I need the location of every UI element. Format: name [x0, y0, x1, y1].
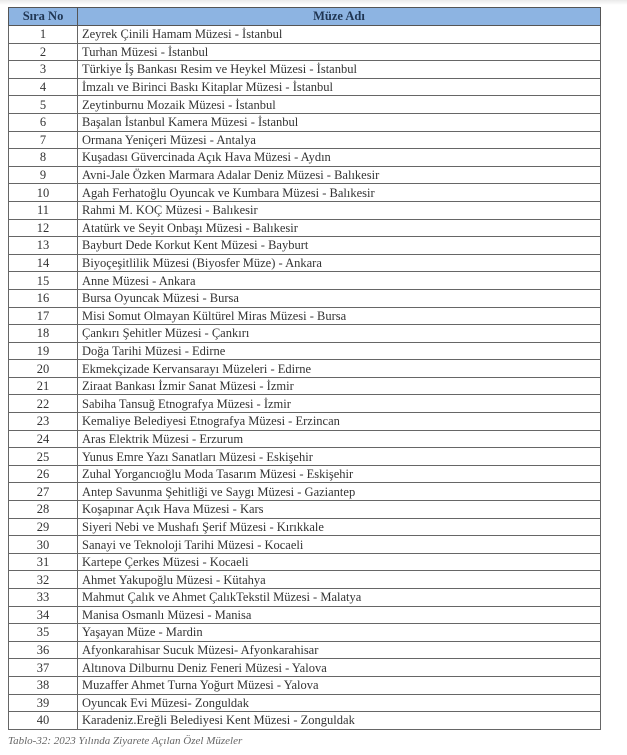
row-number: 11: [9, 201, 78, 219]
row-number: 24: [9, 430, 78, 448]
museum-name: Anne Müzesi - Ankara: [78, 272, 601, 290]
museum-name: Türkiye İş Bankası Resim ve Heykel Müzesi - İstanbul: [78, 61, 601, 79]
table-row: [9, 166, 601, 184]
table-body: [9, 26, 601, 730]
row-number: 21: [9, 377, 78, 395]
table-row: [9, 553, 601, 571]
museum-name: Muzaffer Ahmet Turna Yoğurt Müzesi - Yalova: [78, 676, 601, 694]
row-number: 15: [9, 272, 78, 290]
row-number: 1: [9, 26, 78, 44]
museum-name: Atatürk ve Seyit Onbaşı Müzesi - Balıkesir: [78, 219, 601, 237]
museum-name: Bursa Oyuncak Müzesi - Bursa: [78, 289, 601, 307]
museum-name: Yunus Emre Yazı Sanatları Müzesi - Eskişehir: [78, 448, 601, 466]
row-number: 28: [9, 501, 78, 519]
table-row: [9, 272, 601, 290]
table-row: [9, 395, 601, 413]
table-row: [9, 360, 601, 378]
museum-name: Bayburt Dede Korkut Kent Müzesi - Bayburt: [78, 237, 601, 255]
table-row: [9, 96, 601, 114]
museum-name: Başalan İstanbul Kamera Müzesi - İstanbul: [78, 113, 601, 131]
table-row: [9, 501, 601, 519]
row-number: 31: [9, 553, 78, 571]
row-number: 9: [9, 166, 78, 184]
table-row: [9, 254, 601, 272]
header-muze-adi: Müze Adı: [78, 8, 601, 26]
table-row: [9, 465, 601, 483]
museum-name: Agah Ferhatoğlu Oyuncak ve Kumbara Müzesi - Balıkesir: [78, 184, 601, 202]
museum-name: Kuşadası Güvercinada Açık Hava Müzesi - Aydın: [78, 149, 601, 167]
row-number: 2: [9, 43, 78, 61]
museum-name: Biyoçeşitlilik Müzesi (Biyosfer Müze) - Ankara: [78, 254, 601, 272]
museum-name: Zeytinburnu Mozaik Müzesi - İstanbul: [78, 96, 601, 114]
museum-name: Kemaliye Belediyesi Etnografya Müzesi - Erzincan: [78, 413, 601, 431]
row-number: 17: [9, 307, 78, 325]
museum-name: Kartepe Çerkes Müzesi - Kocaeli: [78, 553, 601, 571]
museum-name: Oyuncak Evi Müzesi- Zonguldak: [78, 694, 601, 712]
row-number: 5: [9, 96, 78, 114]
row-number: 34: [9, 606, 78, 624]
table-row: [9, 219, 601, 237]
table-caption: Tablo-32: 2023 Yılında Ziyarete Açılan Özel Müzeler: [8, 735, 243, 747]
table-row: [9, 589, 601, 607]
row-number: 13: [9, 237, 78, 255]
table-row: [9, 518, 601, 536]
row-number: 8: [9, 149, 78, 167]
table-row: [9, 430, 601, 448]
row-number: 14: [9, 254, 78, 272]
museum-name: İmzalı ve Birinci Baskı Kitaplar Müzesi - İstanbul: [78, 78, 601, 96]
table-row: [9, 184, 601, 202]
museums-table: [8, 7, 601, 730]
top-shadow: [0, 0, 627, 5]
row-number: 6: [9, 113, 78, 131]
row-number: 39: [9, 694, 78, 712]
row-number: 27: [9, 483, 78, 501]
row-number: 29: [9, 518, 78, 536]
table-row: [9, 43, 601, 61]
table-row: [9, 413, 601, 431]
row-number: 25: [9, 448, 78, 466]
row-number: 19: [9, 342, 78, 360]
row-number: 16: [9, 289, 78, 307]
museum-name: Yaşayan Müze - Mardin: [78, 624, 601, 642]
museum-name: Çankırı Şehitler Müzesi - Çankırı: [78, 325, 601, 343]
table-row: [9, 676, 601, 694]
row-number: 33: [9, 589, 78, 607]
row-number: 4: [9, 78, 78, 96]
table-row: [9, 26, 601, 44]
museum-name: Koşapınar Açık Hava Müzesi - Kars: [78, 501, 601, 519]
museum-name: Doğa Tarihi Müzesi - Edirne: [78, 342, 601, 360]
table-row: [9, 325, 601, 343]
table-row: [9, 606, 601, 624]
table-row: [9, 61, 601, 79]
table-row: [9, 237, 601, 255]
museum-name: Manisa Osmanlı Müzesi - Manisa: [78, 606, 601, 624]
table-row: [9, 536, 601, 554]
header-sira-no: Sıra No: [9, 8, 78, 26]
museum-name: Zuhal Yorgancıoğlu Moda Tasarım Müzesi - Eskişehir: [78, 465, 601, 483]
row-number: 7: [9, 131, 78, 149]
museum-name: Afyonkarahisar Sucuk Müzesi- Afyonkarahisar: [78, 641, 601, 659]
table-row: [9, 448, 601, 466]
table-row: [9, 571, 601, 589]
row-number: 23: [9, 413, 78, 431]
museum-name: Rahmi M. KOÇ Müzesi - Balıkesir: [78, 201, 601, 219]
table-row: [9, 307, 601, 325]
table-row: [9, 659, 601, 677]
museum-name: Mahmut Çalık ve Ahmet ÇalıkTekstil Müzesi - Malatya: [78, 589, 601, 607]
museum-name: Turhan Müzesi - İstanbul: [78, 43, 601, 61]
museum-name: Zeyrek Çinili Hamam Müzesi - İstanbul: [78, 26, 601, 44]
museum-name: Altınova Dilburnu Deniz Feneri Müzesi - Yalova: [78, 659, 601, 677]
museum-name: Aras Elektrik Müzesi - Erzurum: [78, 430, 601, 448]
row-number: 10: [9, 184, 78, 202]
table-row: [9, 201, 601, 219]
museum-name: Ziraat Bankası İzmir Sanat Müzesi - İzmir: [78, 377, 601, 395]
museum-name: Siyeri Nebi ve Mushafı Şerif Müzesi - Kırıkkale: [78, 518, 601, 536]
table-row: [9, 694, 601, 712]
table-header-row: [9, 8, 601, 26]
museum-name: Sabiha Tansuğ Etnografya Müzesi - İzmir: [78, 395, 601, 413]
row-number: 30: [9, 536, 78, 554]
row-number: 32: [9, 571, 78, 589]
table-row: [9, 641, 601, 659]
museum-name: Antep Savunma Şehitliği ve Saygı Müzesi - Gaziantep: [78, 483, 601, 501]
table-row: [9, 483, 601, 501]
table-row: [9, 78, 601, 96]
museum-name: Avni-Jale Özken Marmara Adalar Deniz Müzesi - Balıkesir: [78, 166, 601, 184]
table-row: [9, 377, 601, 395]
museum-name: Ahmet Yakupoğlu Müzesi - Kütahya: [78, 571, 601, 589]
row-number: 26: [9, 465, 78, 483]
row-number: 12: [9, 219, 78, 237]
row-number: 37: [9, 659, 78, 677]
row-number: 20: [9, 360, 78, 378]
row-number: 35: [9, 624, 78, 642]
row-number: 40: [9, 712, 78, 730]
museum-name: Misi Somut Olmayan Kültürel Miras Müzesi - Bursa: [78, 307, 601, 325]
row-number: 22: [9, 395, 78, 413]
museum-name: Karadeniz.Ereğli Belediyesi Kent Müzesi - Zonguldak: [78, 712, 601, 730]
row-number: 36: [9, 641, 78, 659]
table-row: [9, 131, 601, 149]
row-number: 3: [9, 61, 78, 79]
table-row: [9, 149, 601, 167]
museum-name: Ormana Yeniçeri Müzesi - Antalya: [78, 131, 601, 149]
table-row: [9, 624, 601, 642]
museum-name: Ekmekçizade Kervansarayı Müzeleri - Edirne: [78, 360, 601, 378]
table-row: [9, 712, 601, 730]
museum-name: Sanayi ve Teknoloji Tarihi Müzesi - Kocaeli: [78, 536, 601, 554]
row-number: 18: [9, 325, 78, 343]
row-number: 38: [9, 676, 78, 694]
table-row: [9, 113, 601, 131]
table-row: [9, 289, 601, 307]
table-row: [9, 342, 601, 360]
